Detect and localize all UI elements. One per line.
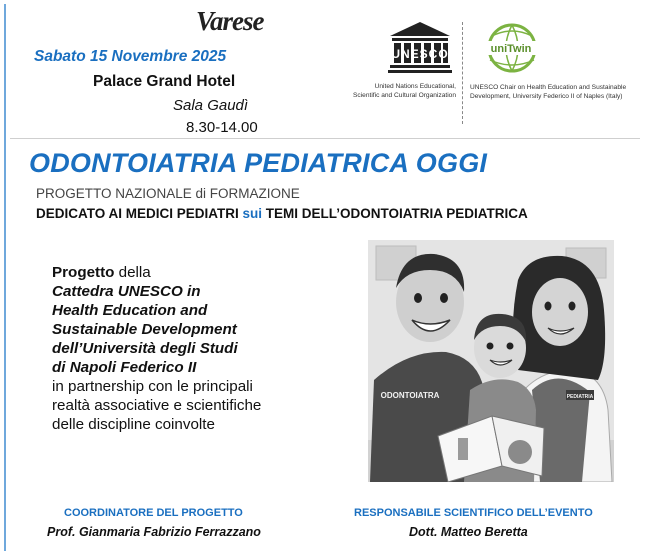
chair-line-2: Health Education and: [52, 302, 208, 319]
chair-line-3: Sustainable Development: [52, 321, 237, 338]
page-title: ODONTOIATRIA PEDIATRICA OGGI: [29, 148, 488, 178]
unesco-wordmark: UNESCO: [391, 47, 449, 61]
coordinator-label: COORDINATORE DEL PROGETTO: [64, 507, 243, 519]
unitwin-wordmark: uniTwin: [490, 43, 532, 55]
partnership-line-1: in partnership con le principali: [52, 378, 253, 395]
project-subtitle: PROGETTO NAZIONALE di FORMAZIONE: [36, 186, 300, 201]
project-word: Progetto: [52, 264, 115, 281]
unitwin-logo: [470, 18, 550, 82]
scientific-lead-label: RESPONSABILE SCIENTIFICO DELL’EVENTO: [354, 507, 593, 519]
chair-line-1: Cattedra UNESCO in: [52, 283, 201, 300]
unesco-logo: [388, 20, 452, 80]
left-accent-rule: [4, 4, 6, 551]
event-hours: 8.30-14.00: [186, 119, 258, 136]
project-description: [52, 263, 362, 434]
dentist-shirt-text: ODONTOIATRA: [380, 391, 440, 400]
event-city: Varese: [196, 6, 264, 36]
scientific-lead-name: Dott. Matteo Beretta: [409, 525, 528, 539]
chair-line-4: dell’Università degli Studi: [52, 340, 238, 357]
partnership-line-2: realtà associative e scientifiche: [52, 397, 262, 414]
un-organization-text: United Nations Educational, Scientific and Cultural Organization: [353, 83, 456, 99]
chair-line-5: di Napoli Federico II: [52, 359, 197, 376]
event-date: Sabato 15 Novembre 2025: [34, 48, 227, 65]
event-room: Sala Gaudì: [173, 97, 249, 114]
event-venue: Palace Grand Hotel: [93, 73, 236, 90]
illustration-dentist-child-doctor: [368, 240, 614, 482]
header-divider: [10, 138, 640, 139]
dedication-line: [36, 206, 528, 221]
doctor-badge-text: PEDIATRIA: [566, 394, 594, 400]
dedication-part2: TEMI DELL’ODONTOIATRIA PEDIATRICA: [262, 206, 528, 221]
unesco-chair-text: UNESCO Chair on Health Education and Sustainable Development, University Federico II of Naples (Italy): [470, 84, 627, 100]
dedication-part1: DEDICATO AI MEDICI PEDIATRI: [36, 206, 243, 221]
logo-divider: [462, 22, 463, 124]
coordinator-name: Prof. Gianmaria Fabrizio Ferrazzano: [47, 525, 261, 539]
partnership-line-3: delle discipline coinvolte: [52, 416, 215, 433]
of-word: della: [114, 264, 151, 281]
description-line-1: [52, 263, 362, 282]
dedication-connector: sui: [242, 206, 263, 221]
